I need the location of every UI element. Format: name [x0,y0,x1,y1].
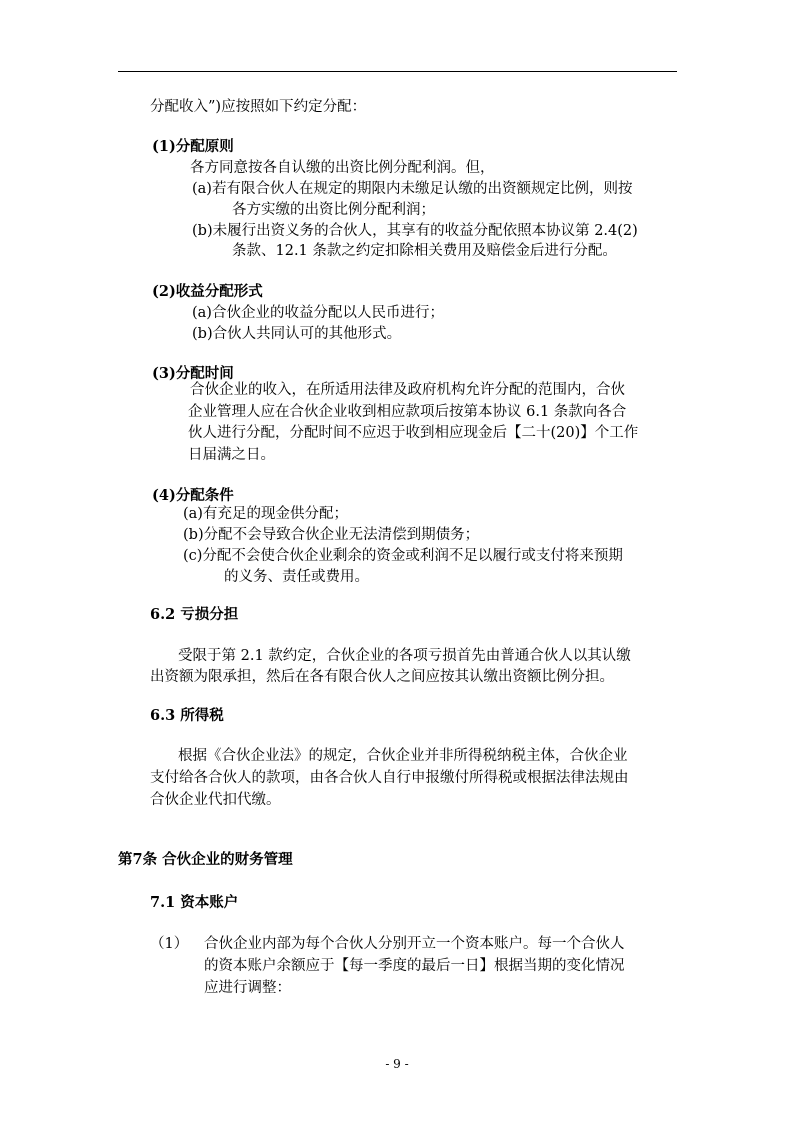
article-7-title: 第7条 合伙企业的财务管理 [118,851,293,868]
section-6-3-text-3: 合伙企业代扣代缴。 [150,792,281,808]
s4-title: (4)分配条件 [152,487,234,504]
s1-item-b-2: 条款、12.1 条款之约定扣除相关费用及赔偿金后进行分配。 [232,243,617,259]
s3-title: (3)分配时间 [152,365,234,382]
s2-item-a: (a)合伙企业的收益分配以人民币进行； [192,305,444,321]
section-6-2-text-1: 受限于第 2.1 款约定，合伙企业的各项亏损首先由普通合伙人以其认缴 [178,648,631,664]
page-number: - 9 - [385,1057,409,1071]
intro-text: 分配收入”)应按照如下约定分配： [150,99,367,115]
section-7-1-item-number: （1） [150,936,189,952]
header-rule [118,71,677,72]
section-6-3-title: 6.3 所得税 [150,707,224,724]
s1-title: (1)分配原则 [152,138,234,155]
s1-item-a-1: (a)若有限合伙人在规定的期限内未缴足认缴的出资额规定比例，则按 [192,181,633,197]
s3-text-2: 企业管理人应在合伙企业收到相应款项后按第本协议 6.1 条款向各合 [188,404,627,420]
s4-item-c-2: 的义务、责任或费用。 [224,569,369,585]
s4-item-b: (b)分配不会导致合伙企业无法清偿到期债务； [183,527,480,543]
s3-text-3: 伙人进行分配，分配时间不应迟于收到相应现金后【二十(20)】个工作 [188,425,639,441]
s1-item-b-1: (b)未履行出资义务的合伙人，其享有的收益分配依照本协议第 2.4(2) [192,223,638,239]
section-6-2-text-2: 出资额为限承担，然后在各有限合伙人之间应按其认缴出资额比例分担。 [150,669,614,685]
s1-text-1: 各方同意按各自认缴的出资比例分配利润。但， [190,160,495,176]
section-7-1-text-3: 应进行调整： [204,980,291,996]
s4-item-a: (a)有充足的现金供分配； [183,506,348,522]
section-7-1-text-1: 合伙企业内部为每个合伙人分别开立一个资本账户。每一个合伙人 [204,936,625,952]
s2-title: (2)收益分配形式 [152,283,263,300]
section-7-1-title: 7.1 资本账户 [150,894,239,911]
s3-text-4: 日届满之日。 [188,447,275,463]
section-6-3-text-2: 支付给各合伙人的款项，由各合伙人自行申报缴付所得税或根据法律法规由 [150,770,629,786]
section-7-1-text-2: 的资本账户余额应于【每一季度的最后一日】根据当期的变化情况 [204,958,625,974]
s4-item-c-1: (c)分配不会使合伙企业剩余的资金或利润不足以履行或支付将来预期 [183,548,623,564]
s1-item-a-2: 各方实缴的出资比例分配利润； [232,202,435,218]
section-6-3-text-1: 根据《合伙企业法》的规定，合伙企业并非所得税纳税主体，合伙企业 [178,748,628,764]
section-6-2-title: 6.2 亏损分担 [150,606,239,623]
s2-item-b: (b)合伙人共同认可的其他形式。 [192,326,402,342]
s3-text-1: 合伙企业的收入，在所适用法律及政府机构允许分配的范围内，合伙 [190,382,625,398]
